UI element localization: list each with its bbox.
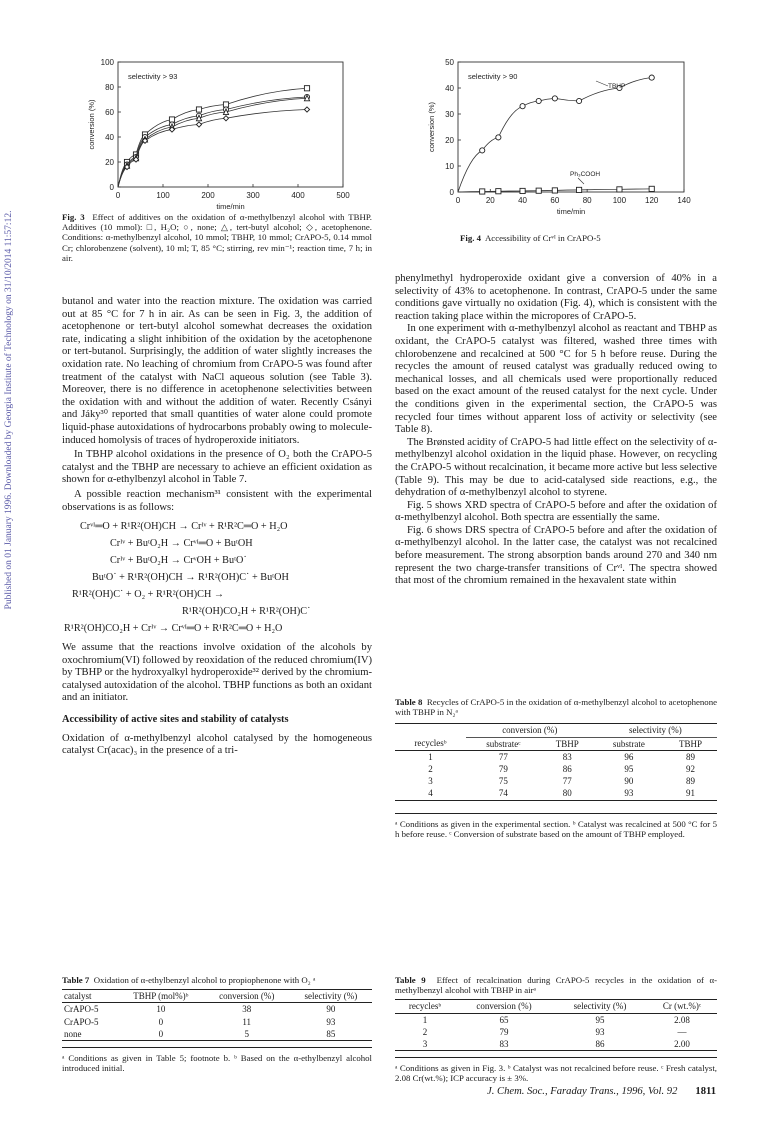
- x-tick-label: 100: [156, 191, 170, 200]
- x-tick-label: 300: [246, 191, 260, 200]
- table-cell: 65: [499, 1014, 509, 1025]
- data-point: [480, 148, 485, 153]
- table-group-header: selectivity (%): [594, 724, 717, 737]
- table-cell: 5: [244, 1028, 249, 1039]
- y-tick-label: 0: [109, 183, 114, 192]
- table-cell: 4: [428, 788, 433, 799]
- table-cell: 0: [158, 1028, 164, 1039]
- data-point: [480, 189, 485, 194]
- series-line: [458, 78, 652, 192]
- y-tick-label: 60: [105, 108, 114, 117]
- table-cell: 89: [686, 776, 696, 787]
- page-footer: [487, 1086, 716, 1097]
- table-header: substrate: [612, 738, 645, 749]
- table-cell: 75: [498, 776, 508, 787]
- table-cell: 74: [498, 788, 508, 799]
- table-cell: 0: [158, 1016, 164, 1027]
- x-tick-label: 0: [115, 191, 121, 200]
- table-cell: 2.08: [674, 1014, 690, 1025]
- paragraph: A possible reaction mechanism³¹ consistent with the experimental observations is as follows:: [62, 488, 372, 513]
- footnote-text: ᵃ Conditions as given in Table 5; footnote b. ᵇ Based on the α-ethylbenzyl alcohol introduced initial.: [62, 1053, 372, 1074]
- table-cell: 95: [624, 764, 634, 775]
- equation: Crᵛᴵ═O + R¹R²(OH)CH → Crᴵᵛ + R¹R²C═O + H₂O: [80, 521, 288, 533]
- table-header: TBHP: [679, 738, 703, 749]
- series-label-leader: [578, 178, 584, 184]
- table-cell: 2.00: [674, 1039, 690, 1050]
- table-header: recyclesᵇ: [408, 1001, 442, 1012]
- data-point: [223, 116, 228, 121]
- page-number: 1811: [695, 1086, 716, 1097]
- y-axis-label: conversion (%): [87, 99, 96, 150]
- data-point: [552, 96, 557, 101]
- table-cell: 89: [686, 751, 696, 762]
- table-row: [395, 1013, 717, 1026]
- table-header: conversion (%): [219, 991, 275, 1002]
- section-heading: Accessibility of active sites and stability of catalysts: [62, 714, 289, 726]
- table-cell: 83: [499, 1039, 509, 1050]
- series-label: Ph₃COOH: [570, 171, 601, 178]
- paragraph: Oxidation of α-methylbenzyl alcohol catalysed by the homogeneous catalyst Cr(acac)₃ in the presence of a tri-: [62, 732, 372, 757]
- paragraph: In TBHP alcohol oxidations in the presence of O₂ both the CrAPO-5 catalyst and the TBHP are necessary to achieve an efficient oxidation as shown for α-ethylbenzyl alcohol in Table 7.: [62, 449, 372, 486]
- data-point: [304, 86, 309, 91]
- table-cell: 11: [242, 1016, 252, 1027]
- equation: R¹R²(OH)CO₂H + Crᴵᵛ → Crᵛᴵ═O + R¹R²C═O + H₂O: [64, 623, 283, 635]
- table-8-footnote: [395, 813, 717, 839]
- footnote-text: ᵃ Conditions as given in Fig. 3. ᵇ Catalyst was not recalcined before reuse. ᶜ Fresh catalyst, 2.08 Cr(wt.%); ICP accuracy is ± 3%.: [395, 1063, 717, 1084]
- data-point: [196, 122, 201, 127]
- equation: Crᴵᵛ + BuᵗO₂H → Crᵛᴵ═O + BuᵗOH: [110, 538, 253, 550]
- data-point: [536, 188, 541, 193]
- data-point: [496, 189, 501, 194]
- y-tick-label: 100: [100, 58, 114, 67]
- figure-3-chart: [70, 48, 350, 218]
- selectivity-annotation: selectivity > 90: [468, 72, 518, 81]
- paragraph: The Brønsted acidity of CrAPO-5 had little effect on the selectivity of α-methylbenzyl alcohol oxidation in the liquid phase. However, on recycling the CrAPO-5 without recalcination, it became more active but less selective (Table 9). This may be due to acid-catalysed side reactions, e.g., the dehydration of α-methylbenzyl alcohol to styrene.: [395, 436, 717, 499]
- table-header: [395, 724, 466, 737]
- table-cell: 1: [428, 751, 433, 762]
- table-cell: 95: [595, 1014, 605, 1025]
- table-9-title: Effect of recalcination during CrAPO-5 recycles in the oxidation of α-methylbenzyl alcohol with TBHP in airᵃ: [395, 975, 717, 996]
- table-row: [62, 1028, 372, 1041]
- data-point: [576, 98, 581, 103]
- y-axis-label: conversion (%): [427, 101, 436, 153]
- table-header: catalyst: [64, 991, 92, 1002]
- x-tick-label: 0: [455, 196, 461, 205]
- table-cell: 93: [624, 788, 634, 799]
- x-tick-label: 20: [485, 196, 495, 205]
- figure-3-caption-text: Effect of additives on the oxidation of α-methylbenzyl alcohol with TBHP. Additives (10 mmol): □, H₂O; ○, none; △, tert-butyl alcohol; ◇, acetophenone. Conditions: α-methylbenzyl alcohol, 10 mmol; TBHP, 10 mmol; CrAPO-5, 0.14 mmol Cr; chlorobenzene (solvent), 10 ml; T, 85 °C; stirring, rev min⁻¹; reaction time, 7 h; in air.: [62, 212, 372, 263]
- right-column: [395, 273, 717, 588]
- x-axis-label: time/min: [556, 207, 586, 216]
- table-cell: 1: [422, 1014, 428, 1025]
- table-cell: 2: [422, 1026, 428, 1037]
- table-header: recyclesᵇ: [414, 738, 447, 749]
- data-point: [552, 188, 557, 193]
- series-line: [118, 110, 307, 188]
- figure-4-chart: [420, 48, 710, 228]
- data-point: [496, 135, 501, 140]
- data-point: [520, 104, 525, 109]
- table-cell: none: [64, 1028, 82, 1039]
- table-cell: 83: [562, 751, 572, 762]
- y-tick-label: 40: [445, 84, 454, 93]
- table-7: [62, 975, 372, 1073]
- x-tick-label: 500: [336, 191, 350, 200]
- table-cell: 79: [498, 764, 508, 775]
- data-point: [196, 107, 201, 112]
- figure-4-caption-text: Accessibility of Crᵛᴵ in CrAPO-5: [484, 233, 601, 243]
- equation: Crᴵᵛ + BuᵗO₂H → CrᵛOH + BuᵗO˙: [110, 555, 247, 567]
- table-header: Cr (wt.%)ᶜ: [662, 1001, 702, 1012]
- paragraph: In one experiment with α-methylbenzyl alcohol as reactant and TBHP as oxidant, the CrAPO-5 catalyst was filtered, washed three times with chlorobenzene and recalcined at 500 °C for 5 h before reuse. During the recycles the amount of reused catalyst was gradually reduced owing to mechanical losses, and all chemicals used were proportionally reduced based on the exact amount of the reused catalyst for the next cycle. Under the conditions given in the experimental section, the CrAPO-5 was recycled four times without apparent loss of activity or selectivity (see Table 8).: [395, 323, 717, 436]
- table-9-footnote: [395, 1057, 717, 1083]
- table-7-grid: [62, 989, 372, 1041]
- table-row: [395, 775, 717, 787]
- table-header: TBHP: [555, 738, 579, 749]
- selectivity-annotation: selectivity > 93: [128, 72, 178, 81]
- figure-4-label: Fig. 4: [460, 233, 482, 243]
- download-watermark: [2, 150, 16, 670]
- table-cell: 2: [428, 764, 433, 775]
- left-column: [62, 296, 372, 758]
- data-point: [223, 102, 228, 107]
- data-point: [649, 75, 654, 80]
- table-row: [395, 1026, 717, 1038]
- x-tick-label: 400: [291, 191, 305, 200]
- table-header: selectivity (%): [573, 1001, 627, 1012]
- paragraph: Fig. 5 shows XRD spectra of CrAPO-5 before and after the oxidation of α-methylbenzyl alcohol. Both spectra are essentially the same.: [395, 499, 717, 524]
- x-tick-label: 60: [550, 196, 560, 205]
- table-row: [395, 1038, 717, 1051]
- reaction-mechanism: [62, 520, 372, 636]
- footnote-text: ᵃ Conditions as given in the experimental section. ᵇ Catalyst was recalcined at 500 °C for 5 h before reuse. ᶜ Conversion of substrate based on the amount of TBHP employed.: [395, 818, 717, 839]
- x-tick-label: 200: [201, 191, 215, 200]
- table-9: [395, 975, 717, 1084]
- table-7-footnote: [62, 1047, 372, 1073]
- table-cell: 79: [499, 1026, 509, 1037]
- table-cell: 90: [326, 1004, 336, 1015]
- y-tick-label: 50: [445, 58, 454, 67]
- table-cell: 38: [242, 1004, 252, 1015]
- x-tick-label: 80: [582, 196, 592, 205]
- paragraph: phenylmethyl hydroperoxide oxidant give a conversion of 40% in a selectivity of 43% to acetophenone. In contrast, CrAPO-5 under the same conditions gave virtually no oxidation (Fig. 4), which is consistent with the reaction taking place within the micropores of CrAPO-5.: [395, 273, 717, 322]
- figure-3-caption: [62, 212, 372, 263]
- series-label-leader: [596, 81, 608, 86]
- data-point: [169, 117, 174, 122]
- table-group-header: conversion (%): [466, 724, 594, 737]
- figure-3-label: Fig. 3: [62, 212, 85, 222]
- table-cell: 91: [686, 788, 696, 799]
- table-header: TBHP (mol%)ᵇ: [133, 991, 189, 1002]
- figure-3: [70, 48, 350, 218]
- y-tick-label: 0: [449, 188, 454, 197]
- y-tick-label: 40: [105, 133, 114, 142]
- table-cell: CrAPO-5: [64, 1016, 99, 1027]
- table-cell: —: [677, 1026, 687, 1037]
- data-point: [304, 107, 309, 112]
- table-8: [395, 697, 717, 839]
- table-9-grid: [395, 999, 717, 1051]
- paragraph: butanol and water into the reaction mixture. The oxidation was carried out at 85 °C for 7 h in air. As can be seen in Fig. 3, the addition of acetophenone or tert-butyl alcohol somewhat decreases the oxidation rate, indicating a slight inhibition of the oxidation by the acetophenone or tert-butanol. Surprisingly, the addition of water slightly increases the oxidation rate. No leaching of chromium from CrAPO-5 was found after treatment of the catalyst with NaCl aqueous solution (see Table 3). Moreover, there is no difference in acetophenone selectivities between the oxidation with and without the addition of water. Recently Csányi and Jáky³⁰ reported that small quantities of water alone could promote liquid-phase autoxidations of hydrocarbons probably owing to molecule-induced homolysis of traces of hydroperoxide initiators.: [62, 296, 372, 446]
- table-row: [395, 763, 717, 775]
- table-7-label: Table 7: [62, 975, 90, 985]
- data-point: [520, 188, 525, 193]
- table-7-title: Oxidation of α-ethylbenzyl alcohol to propiophenone with O₂ ᵃ: [93, 975, 316, 985]
- table-8-title: Recycles of CrAPO-5 in the oxidation of α-methylbenzyl alcohol to acetophenone with TBHP in N₂ᵃ: [395, 697, 718, 718]
- y-tick-label: 30: [445, 110, 454, 119]
- equation: R¹R²(OH)CO₂H + R¹R²(OH)C˙: [182, 606, 311, 618]
- table-cell: 86: [562, 764, 572, 775]
- equation: BuᵗO˙ + R¹R²(OH)CH → R¹R²(OH)C˙ + BuᵗOH: [92, 572, 289, 584]
- figure-4-caption: [460, 233, 700, 243]
- x-tick-label: 40: [518, 196, 528, 205]
- x-tick-label: 100: [612, 196, 627, 205]
- table-cell: 3: [422, 1039, 428, 1050]
- table-cell: 92: [686, 764, 696, 775]
- table-cell: 80: [562, 788, 572, 799]
- table-cell: 77: [498, 751, 508, 762]
- data-point: [576, 187, 581, 192]
- table-row: [62, 1003, 372, 1016]
- table-row: [395, 787, 717, 800]
- table-cell: 77: [562, 776, 572, 787]
- table-cell: 86: [595, 1039, 605, 1050]
- table-8-grid: [395, 723, 717, 800]
- table-cell: 93: [595, 1026, 605, 1037]
- watermark-text: Published on 01 January 1996. Downloaded by Georgia Institute of Technology on 31/10/2014 11:57:12.: [4, 210, 14, 610]
- data-point: [536, 98, 541, 103]
- series-label: TBHP: [608, 83, 626, 90]
- data-point: [649, 186, 654, 191]
- table-cell: 10: [156, 1004, 166, 1015]
- table-cell: 90: [624, 776, 634, 787]
- figure-4: [420, 48, 710, 228]
- table-row: [395, 750, 717, 763]
- journal-citation: J. Chem. Soc., Faraday Trans., 1996, Vol. 92: [487, 1086, 678, 1097]
- table-9-label: Table 9: [395, 975, 426, 985]
- y-tick-label: 20: [445, 136, 454, 145]
- table-header: substrateᶜ: [486, 738, 521, 749]
- data-point: [617, 187, 622, 192]
- y-tick-label: 20: [105, 158, 114, 167]
- table-cell: 93: [326, 1016, 336, 1027]
- x-tick-label: 140: [677, 196, 691, 205]
- table-header: conversion (%): [476, 1001, 532, 1012]
- x-axis-label: time/min: [216, 202, 245, 211]
- y-tick-label: 10: [445, 162, 454, 171]
- table-cell: 85: [326, 1028, 336, 1039]
- table-8-label: Table 8: [395, 697, 423, 707]
- paragraph: We assume that the reactions involve oxidation of the alcohols by oxochromium(VI) followed by reoxidation of the reduced chromium(IV) by TBHP or the hydroxyalkyl hydroperoxide³² derived by the chromium-catalysed autoxidation of the alcohol. TBHP functions as both an oxidant and an initiator.: [62, 642, 372, 704]
- table-header: selectivity (%): [304, 991, 358, 1002]
- table-cell: 96: [624, 751, 634, 762]
- y-tick-label: 80: [105, 83, 114, 92]
- table-cell: CrAPO-5: [64, 1004, 99, 1015]
- table-cell: 3: [428, 776, 433, 787]
- paragraph: Fig. 6 shows DRS spectra of CrAPO-5 before and after the oxidation of α-methylbenzyl alcohol. In the latter case, the catalyst was not recalcined before measurement. The strong absorption bands around 270 and 340 nm represent the two charge-transfer transitions of Crᵛᴵ. The spectra showed that most of the chromium remained in the hexavalent state within: [395, 524, 717, 587]
- x-tick-label: 120: [645, 196, 659, 205]
- equation: R¹R²(OH)C˙ + O₂ + R¹R²(OH)CH →: [72, 589, 225, 601]
- table-row: [62, 1016, 372, 1028]
